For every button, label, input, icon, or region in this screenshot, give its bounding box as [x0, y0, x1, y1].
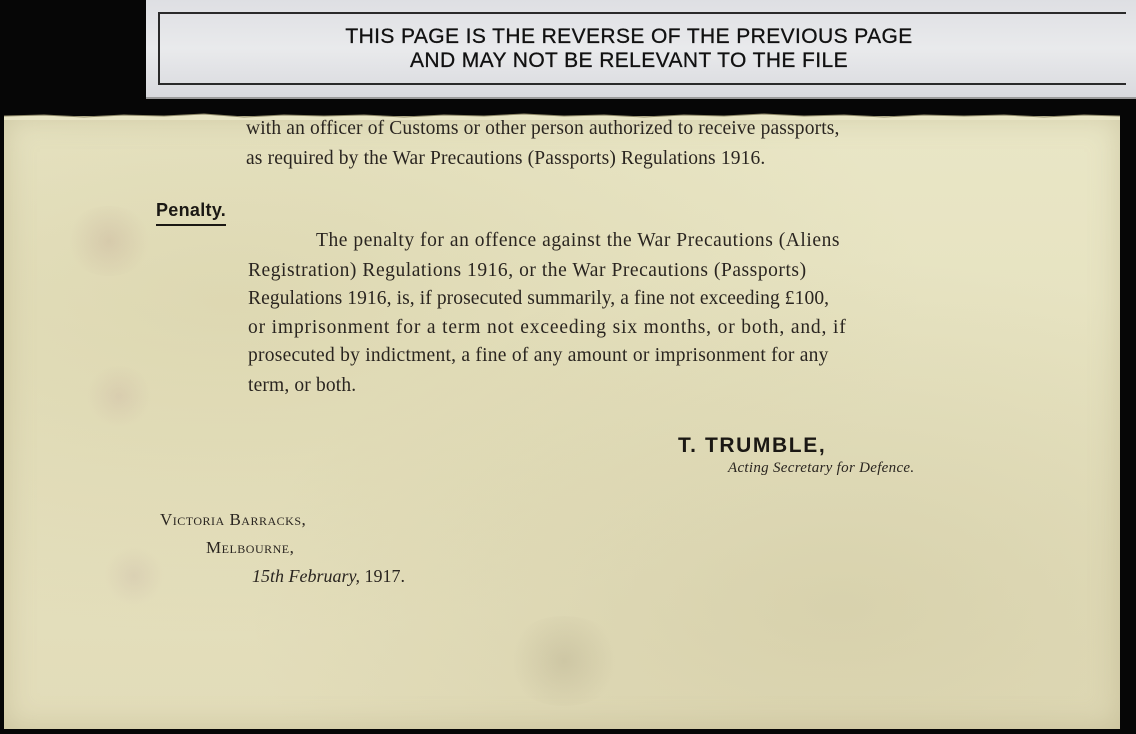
penalty-line-3: Regulations 1916, is, if prosecuted summarily, a fine not exceeding £100, — [248, 288, 830, 309]
date-day: 15th — [252, 566, 285, 586]
penalty-line-6: term, or both. — [248, 375, 357, 396]
paper-stain — [104, 546, 164, 606]
intro-line-2: as required by the War Precautions (Passports) Regulations 1916. — [246, 148, 766, 169]
paper-sheet — [4, 116, 1120, 729]
penalty-line-1: The penalty for an offence against the War Precautions (Aliens — [316, 230, 841, 251]
signatory-name: T. TRUMBLE, — [678, 434, 827, 457]
penalty-heading: Penalty. — [156, 200, 226, 226]
reverse-page-banner — [146, 0, 1136, 99]
paper-stain — [84, 366, 154, 426]
penalty-line-2: Registration) Regulations 1916, or the War Precautions (Passports) — [248, 260, 807, 281]
place-line-2: Melbourne, — [206, 538, 295, 557]
intro-line-1: with an officer of Customs or other person authorized to receive passports, — [246, 118, 840, 139]
penalty-line-4: or imprisonment for a term not exceeding six months, or both, and, if — [248, 317, 847, 338]
penalty-line-5: prosecuted by indictment, a fine of any amount or imprisonment for any — [248, 345, 829, 366]
paper-stain — [504, 616, 624, 706]
banner-line-2: AND MAY NOT BE RELEVANT TO THE FILE — [409, 49, 848, 72]
paper-stain — [64, 206, 154, 276]
signatory-title: Acting Secretary for Defence. — [728, 460, 915, 476]
date-line — [252, 566, 405, 587]
date-month: February, — [288, 566, 361, 586]
date-year: 1917. — [364, 566, 406, 586]
banner-line-1: THIS PAGE IS THE REVERSE OF THE PREVIOUS PAGE — [345, 25, 913, 48]
place-line-1: Victoria Barracks, — [160, 510, 307, 529]
